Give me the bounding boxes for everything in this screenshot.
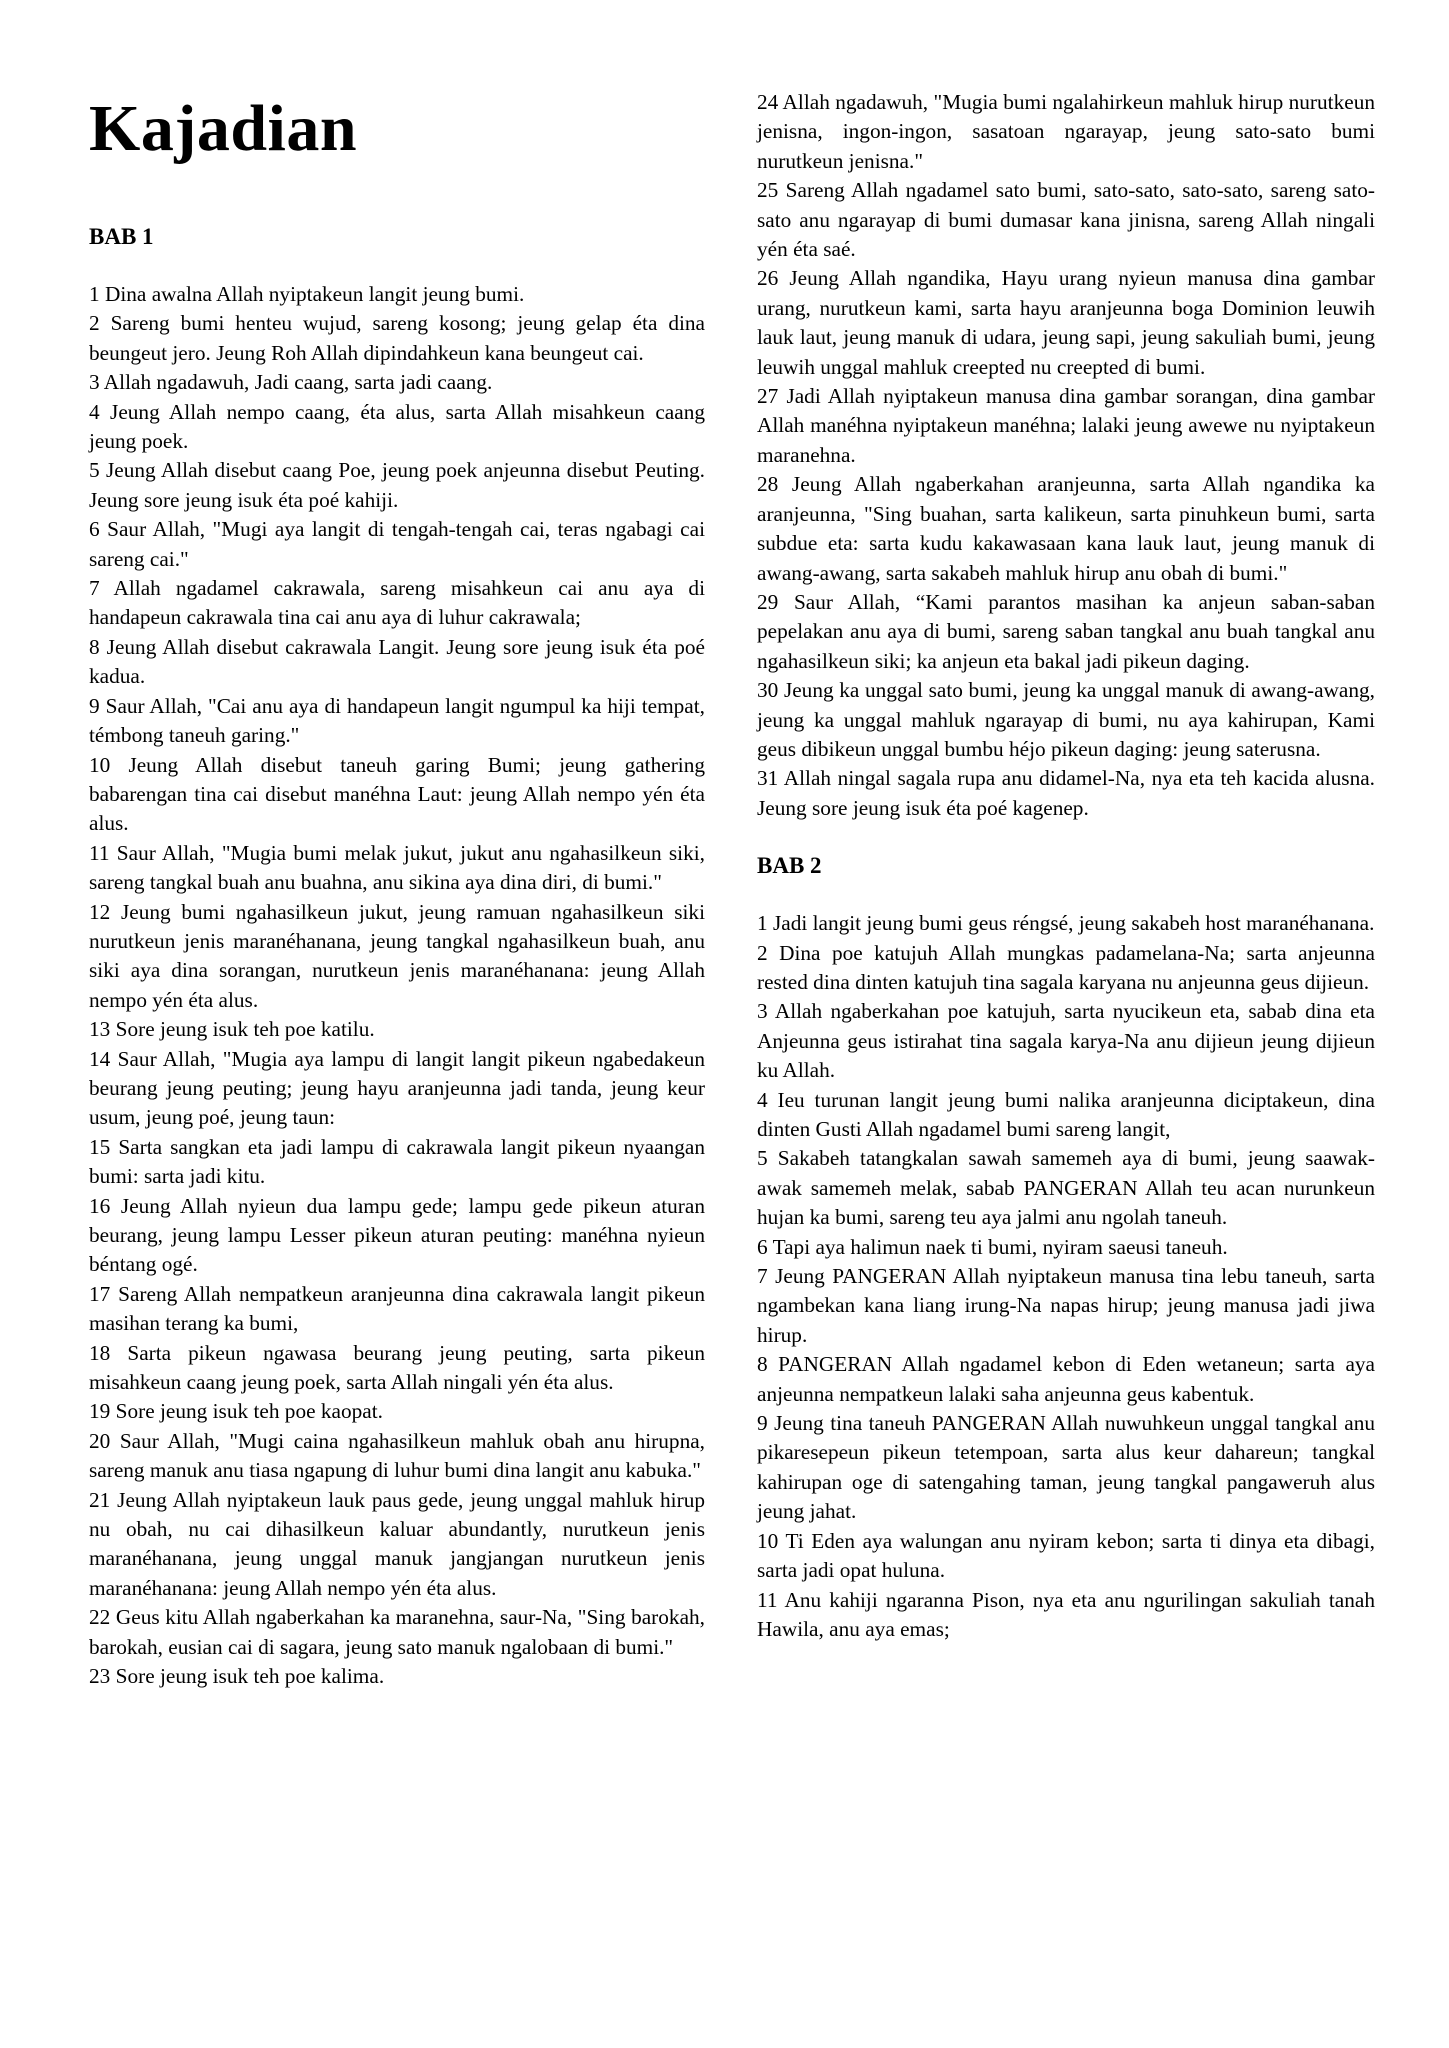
verse: 29 Saur Allah, “Kami parantos masihan ka anjeun saban-saban pepelakan anu aya di bumi, sareng saban tangkal anu buah tangkal anu ngahasilkeun siki; ka anjeun eta bakal jadi pikeun daging. [757, 589, 1375, 673]
verse: 24 Allah ngadawuh, "Mugia bumi ngalahirkeun mahluk hirup nurutkeun jenisna, ingon-ingon, sasatoan ngarayap, jeung sato-sato bumi nurutkeun jenisna." [757, 90, 1375, 173]
verse: 17 Sareng Allah nempatkeun aranjeunna dina cakrawala langit pikeun masihan terang ka bumi, [89, 1281, 705, 1336]
verse: 2 Sareng bumi henteu wujud, sareng kosong; jeung gelap éta dina beungeut jero. Jeung Roh Allah dipindahkeun kana beungeut cai. [89, 311, 705, 365]
verse: 12 Jeung bumi ngahasilkeun jukut, jeung ramuan ngahasilkeun siki nurutkeun jenis maranéhanana, jeung tangkal ngahasilkeun buah, anu siki aya dina sorangan, nurutkeun jenis maranéhanana: jeung Allah nempo yén éta alus. [89, 899, 705, 1012]
verse: 20 Saur Allah, "Mugi caina ngahasilkeun mahluk obah anu hirupna, sareng manuk anu tiasa ngapung di luhur bumi dina langit anu kabuka." [89, 1428, 705, 1483]
verse: 7 Allah ngadamel cakrawala, sareng misahkeun cai anu aya di handapeun cakrawala tina cai anu aya di luhur cakrawala; [89, 576, 705, 630]
verse: 4 Jeung Allah nempo caang, éta alus, sarta Allah misahkeun caang jeung poek. [89, 399, 705, 454]
verse: 30 Jeung ka unggal sato bumi, jeung ka unggal manuk di awang-awang, jeung ka unggal mahluk ngarayap di bumi, nu aya kahirupan, Kami geus dibikeun unggal bumbu héjo pikeun daging: jeung saterusna. [757, 678, 1375, 761]
verse: 7 Jeung PANGERAN Allah nyiptakeun manusa tina lebu taneuh, sarta ngambekan kana liang irung-Na napas hirup; jeung manusa jadi jiwa hirup. [757, 1264, 1375, 1347]
verse: 4 Ieu turunan langit jeung bumi nalika aranjeunna diciptakeun, dina dinten Gusti Allah ngadamel bumi sareng langit, [757, 1087, 1375, 1141]
verse: 2 Dina poe katujuh Allah mungkas padamelana-Na; sarta anjeunna rested dina dinten katujuh tina sagala karyana nu anjeunna geus dijieun. [757, 940, 1375, 994]
verse: 9 Saur Allah, "Cai anu aya di handapeun langit ngumpul ka hiji tempat, témbong taneuh garing." [89, 693, 705, 748]
verse: 5 Jeung Allah disebut caang Poe, jeung poek anjeunna disebut Peuting. Jeung sore jeung isuk éta poé kahiji. [89, 458, 705, 512]
verse: 25 Sareng Allah ngadamel sato bumi, sato-sato, sato-sato, sareng sato-sato anu ngarayap di bumi dumasar kana jinisna, sareng Allah ningali yén éta saé. [757, 178, 1375, 262]
verse: 21 Jeung Allah nyiptakeun lauk paus gede, jeung unggal mahluk hirup nu obah, nu cai dihasilkeun kaluar abundantly, nurutkeun jenis maranéhanana, jeung unggal manuk jangjangan nurutkeun jenis maranéhanana: jeung Allah nempo yén éta alus. [89, 1487, 705, 1600]
verse: 27 Jadi Allah nyiptakeun manusa dina gambar sorangan, dina gambar Allah manéhna nyiptakeun manéhna; lalaki jeung awewe nu nyiptakeun maranehna. [757, 384, 1375, 467]
verse: 6 Tapi aya halimun naek ti bumi, nyiram saeusi taneuh. [757, 1234, 1228, 1259]
verse: 16 Jeung Allah nyieun dua lampu gede; lampu gede pikeun aturan beurang, jeung lampu Lesser pikeun aturan peuting: manéhna nyieun béntang ogé. [89, 1193, 705, 1277]
verse: 11 Anu kahiji ngaranna Pison, nya eta anu ngurilingan sakuliah tanah Hawila, anu aya emas; [757, 1587, 1375, 1641]
verse: 26 Jeung Allah ngandika, Hayu urang nyieun manusa dina gambar urang, nurutkeun kami, sarta hayu aranjeunna boga Dominion leuwih lauk laut, jeung manuk di udara, jeung sapi, jeung sakuliah bumi, jeung leuwih unggal mahluk creepted nu creepted di bumi. [757, 266, 1375, 379]
verse-list-right-bottom [757, 909, 1375, 1644]
verse: 8 Jeung Allah disebut cakrawala Langit. Jeung sore jeung isuk éta poé kadua. [89, 634, 705, 689]
chapter-heading-2: BAB 2 [757, 853, 822, 879]
verse: 19 Sore jeung isuk teh poe kaopat. [89, 1399, 383, 1424]
verse: 11 Saur Allah, "Mugia bumi melak jukut, jukut anu ngahasilkeun siki, sareng tangkal buah anu buahna, anu sikina aya dina diri, di bumi." [89, 840, 705, 895]
verse: 15 Sarta sangkan eta jadi lampu di cakrawala langit pikeun nyaangan bumi: sarta jadi kitu. [89, 1134, 705, 1189]
verse: 1 Jadi langit jeung bumi geus réngsé, jeung sakabeh host maranéhanana. [757, 911, 1375, 936]
verse: 22 Geus kitu Allah ngaberkahan ka maranehna, saur-Na, "Sing barokah, barokah, eusian cai di sagara, jeung sato manuk ngalobaan di bumi." [89, 1605, 705, 1659]
verse: 18 Sarta pikeun ngawasa beurang jeung peuting, sarta pikeun misahkeun caang jeung poek, sarta Allah ningali yén éta alus. [89, 1340, 705, 1395]
verse-list-right-top [757, 88, 1375, 823]
verse: 3 Allah ngadawuh, Jadi caang, sarta jadi caang. [89, 370, 493, 395]
verse: 8 PANGERAN Allah ngadamel kebon di Eden wetaneun; sarta aya anjeunna nempatkeun lalaki saha anjeunna geus kabentuk. [757, 1352, 1375, 1406]
verse: 13 Sore jeung isuk teh poe katilu. [89, 1017, 375, 1042]
left-column [89, 92, 705, 1692]
verse-list-left [89, 280, 705, 1692]
document-title: Kajadian [89, 92, 358, 165]
verse: 23 Sore jeung isuk teh poe kalima. [89, 1664, 385, 1689]
verse: 6 Saur Allah, "Mugi aya langit di tengah-tengah cai, teras ngabagi cai sareng cai." [89, 517, 705, 571]
verse: 3 Allah ngaberkahan poe katujuh, sarta nyucikeun eta, sabab dina eta Anjeunna geus istirahat tina sagala karya-Na anu dijieun jeung dijieun ku Allah. [757, 999, 1375, 1083]
verse: 10 Jeung Allah disebut taneuh garing Bumi; jeung gathering babarengan tina cai disebut manéhna Laut: jeung Allah nempo yén éta alus. [89, 752, 705, 836]
right-column [757, 88, 1375, 1644]
verse: 31 Allah ningal sagala rupa anu didamel-Na, nya eta teh kacida alusna. Jeung sore jeung isuk éta poé kagenep. [757, 766, 1375, 820]
verse: 10 Ti Eden aya walungan anu nyiram kebon; sarta ti dinya eta dibagi, sarta jadi opat huluna. [757, 1528, 1375, 1583]
verse: 14 Saur Allah, "Mugia aya lampu di langit langit pikeun ngabedakeun beurang jeung peuting; jeung hayu aranjeunna jadi tanda, jeung keur usum, jeung poé, jeung taun: [89, 1046, 705, 1130]
chapter-heading-1: BAB 1 [89, 224, 154, 249]
verse: 28 Jeung Allah ngaberkahan aranjeunna, sarta Allah ngandika ka aranjeunna, "Sing buahan, sarta kalikeun, sarta pinuhkeun bumi, sarta subdue eta: sarta kudu kakawasaan kana lauk laut, jeung manuk di awang-awang, sarta sakabeh mahluk hirup anu obah di bumi." [757, 472, 1375, 585]
verse: 9 Jeung tina taneuh PANGERAN Allah nuwuhkeun unggal tangkal anu pikaresepeun pikeun tetempoan, sarta alus keur dahareun; tangkal kahirupan oge di satengahing taman, jeung tangkal pangaweruh alus jeung jahat. [757, 1411, 1375, 1524]
verse: 1 Dina awalna Allah nyiptakeun langit jeung bumi. [89, 282, 525, 306]
verse: 5 Sakabeh tatangkalan sawah samemeh aya di bumi, jeung saawak-awak samemeh melak, sabab PANGERAN Allah teu acan nurunkeun hujan ka bumi, sareng teu aya jalmi anu ngolah taneuh. [757, 1146, 1375, 1230]
